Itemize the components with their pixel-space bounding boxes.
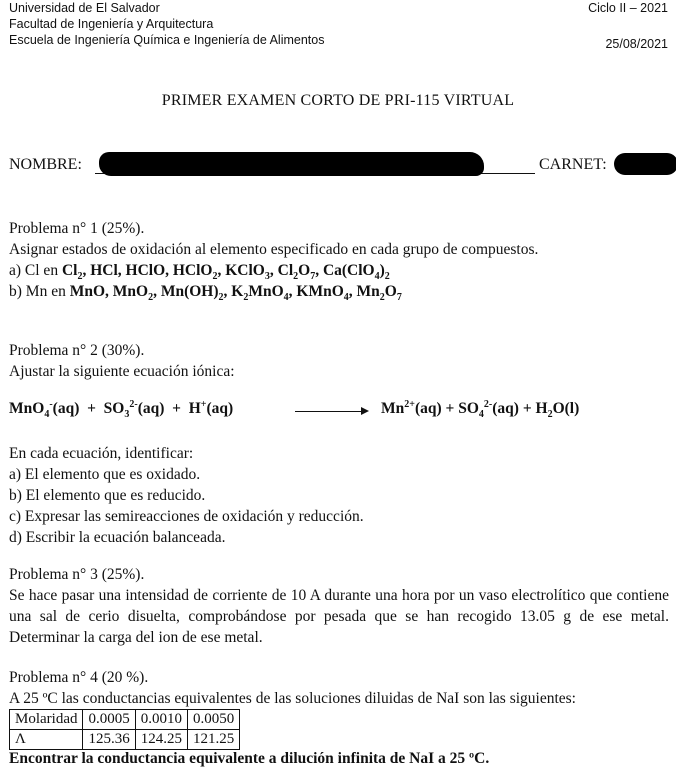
table-cell: 0.0050: [187, 710, 239, 730]
equation-products: $Mn^{2+}(aq) + SO_4^{2-}(aq) + H_2O(l)$: [381, 398, 580, 421]
table-row: [10, 730, 240, 750]
problem-1: [9, 218, 669, 302]
problem-4: [9, 667, 669, 709]
name-redaction: [99, 152, 484, 176]
problem-4-question: Encontrar la conductancia equivalente a dilución infinita de NaI a 25 ºC.: [9, 750, 490, 767]
problem-2-statement: Ajustar la siguiente ecuación iónica:: [9, 363, 235, 380]
problem-2-heading: Problema n° 2 (30%).: [9, 342, 145, 359]
task-b: b) El elemento que es reducido.: [9, 487, 206, 504]
equation-reactants: $MnO_4^-(aq) + SO_3^{2-}(aq) + H^+(aq)$: [9, 398, 234, 421]
ionic-equation: [9, 400, 669, 424]
problem-4-statement: A 25 ºC las conductancias equivalentes de las soluciones diluidas de NaI son las siguientes:: [9, 690, 576, 707]
name-label: NOMBRE:: [9, 156, 82, 173]
exam-date: 25/08/2021: [605, 37, 668, 51]
problem-1-item-b: b) Mn en MnO, MnO$_2$, $Mn(OH)_2$, $K_2MnO_4$, KMnO$_4$, $Mn_2O_7$: [9, 283, 402, 304]
task-a: a) El elemento que es oxidado.: [9, 466, 201, 483]
problem-1-item-a: a) Cl en $Cl_2$, HCl, HClO, HClO$_2$, KClO$_3$, $Cl_2O_7$, $Ca(ClO_4)_2$: [9, 262, 390, 283]
table-cell: Molaridad: [10, 710, 83, 730]
table-cell: 124.25: [135, 730, 187, 750]
task-c: c) Expresar las semireacciones de oxidación y reducción.: [9, 508, 364, 525]
problem-3-heading: Problema n° 3 (25%).: [9, 566, 145, 583]
university-name: Universidad de El Salvador: [9, 1, 160, 15]
carnet-redaction: [614, 153, 676, 175]
faculty-name: Facultad de Ingeniería y Arquitectura: [9, 17, 214, 31]
student-info-row: [9, 154, 669, 178]
table-row: [10, 710, 240, 730]
carnet-label: CARNET:: [539, 156, 607, 173]
table-cell: Λ: [10, 730, 83, 750]
problem-1-heading: Problema n° 1 (25%).: [9, 220, 145, 237]
table-cell: 125.36: [83, 730, 135, 750]
problem-2-header: [9, 340, 669, 382]
problem-1-statement: Asignar estados de oxidación al elemento especificado en cada grupo de compuestos.: [9, 241, 539, 258]
identify-intro: En cada ecuación, identificar:: [9, 445, 194, 462]
problem-4-heading: Problema n° 4 (20 %).: [9, 669, 149, 686]
table-cell: 0.0010: [135, 710, 187, 730]
exam-title: PRIMER EXAMEN CORTO DE PRI-115 VIRTUAL: [161, 92, 515, 109]
institution-header: [9, 0, 324, 48]
problem-3: [9, 564, 669, 648]
problem-2-tasks: [9, 443, 669, 548]
cycle-label: Ciclo II – 2021: [588, 1, 668, 15]
problem-3-statement: Se hace pasar una intensidad de corriente de 10 A durante una hora por un vaso electrolítico que contiene una sal de cerio disuelta, comprobándose por pesada que se han recogido 13.05 g de ese metal. Determinar la carga del ion de ese metal.: [9, 587, 669, 646]
school-name: Escuela de Ingeniería Química e Ingeniería de Alimentos: [9, 33, 325, 47]
table-cell: 0.0005: [83, 710, 135, 730]
task-d: d) Escribir la ecuación balanceada.: [9, 529, 226, 546]
conductance-table: [9, 709, 240, 750]
table-cell: 121.25: [187, 730, 239, 750]
reaction-arrow-icon: [295, 411, 367, 412]
